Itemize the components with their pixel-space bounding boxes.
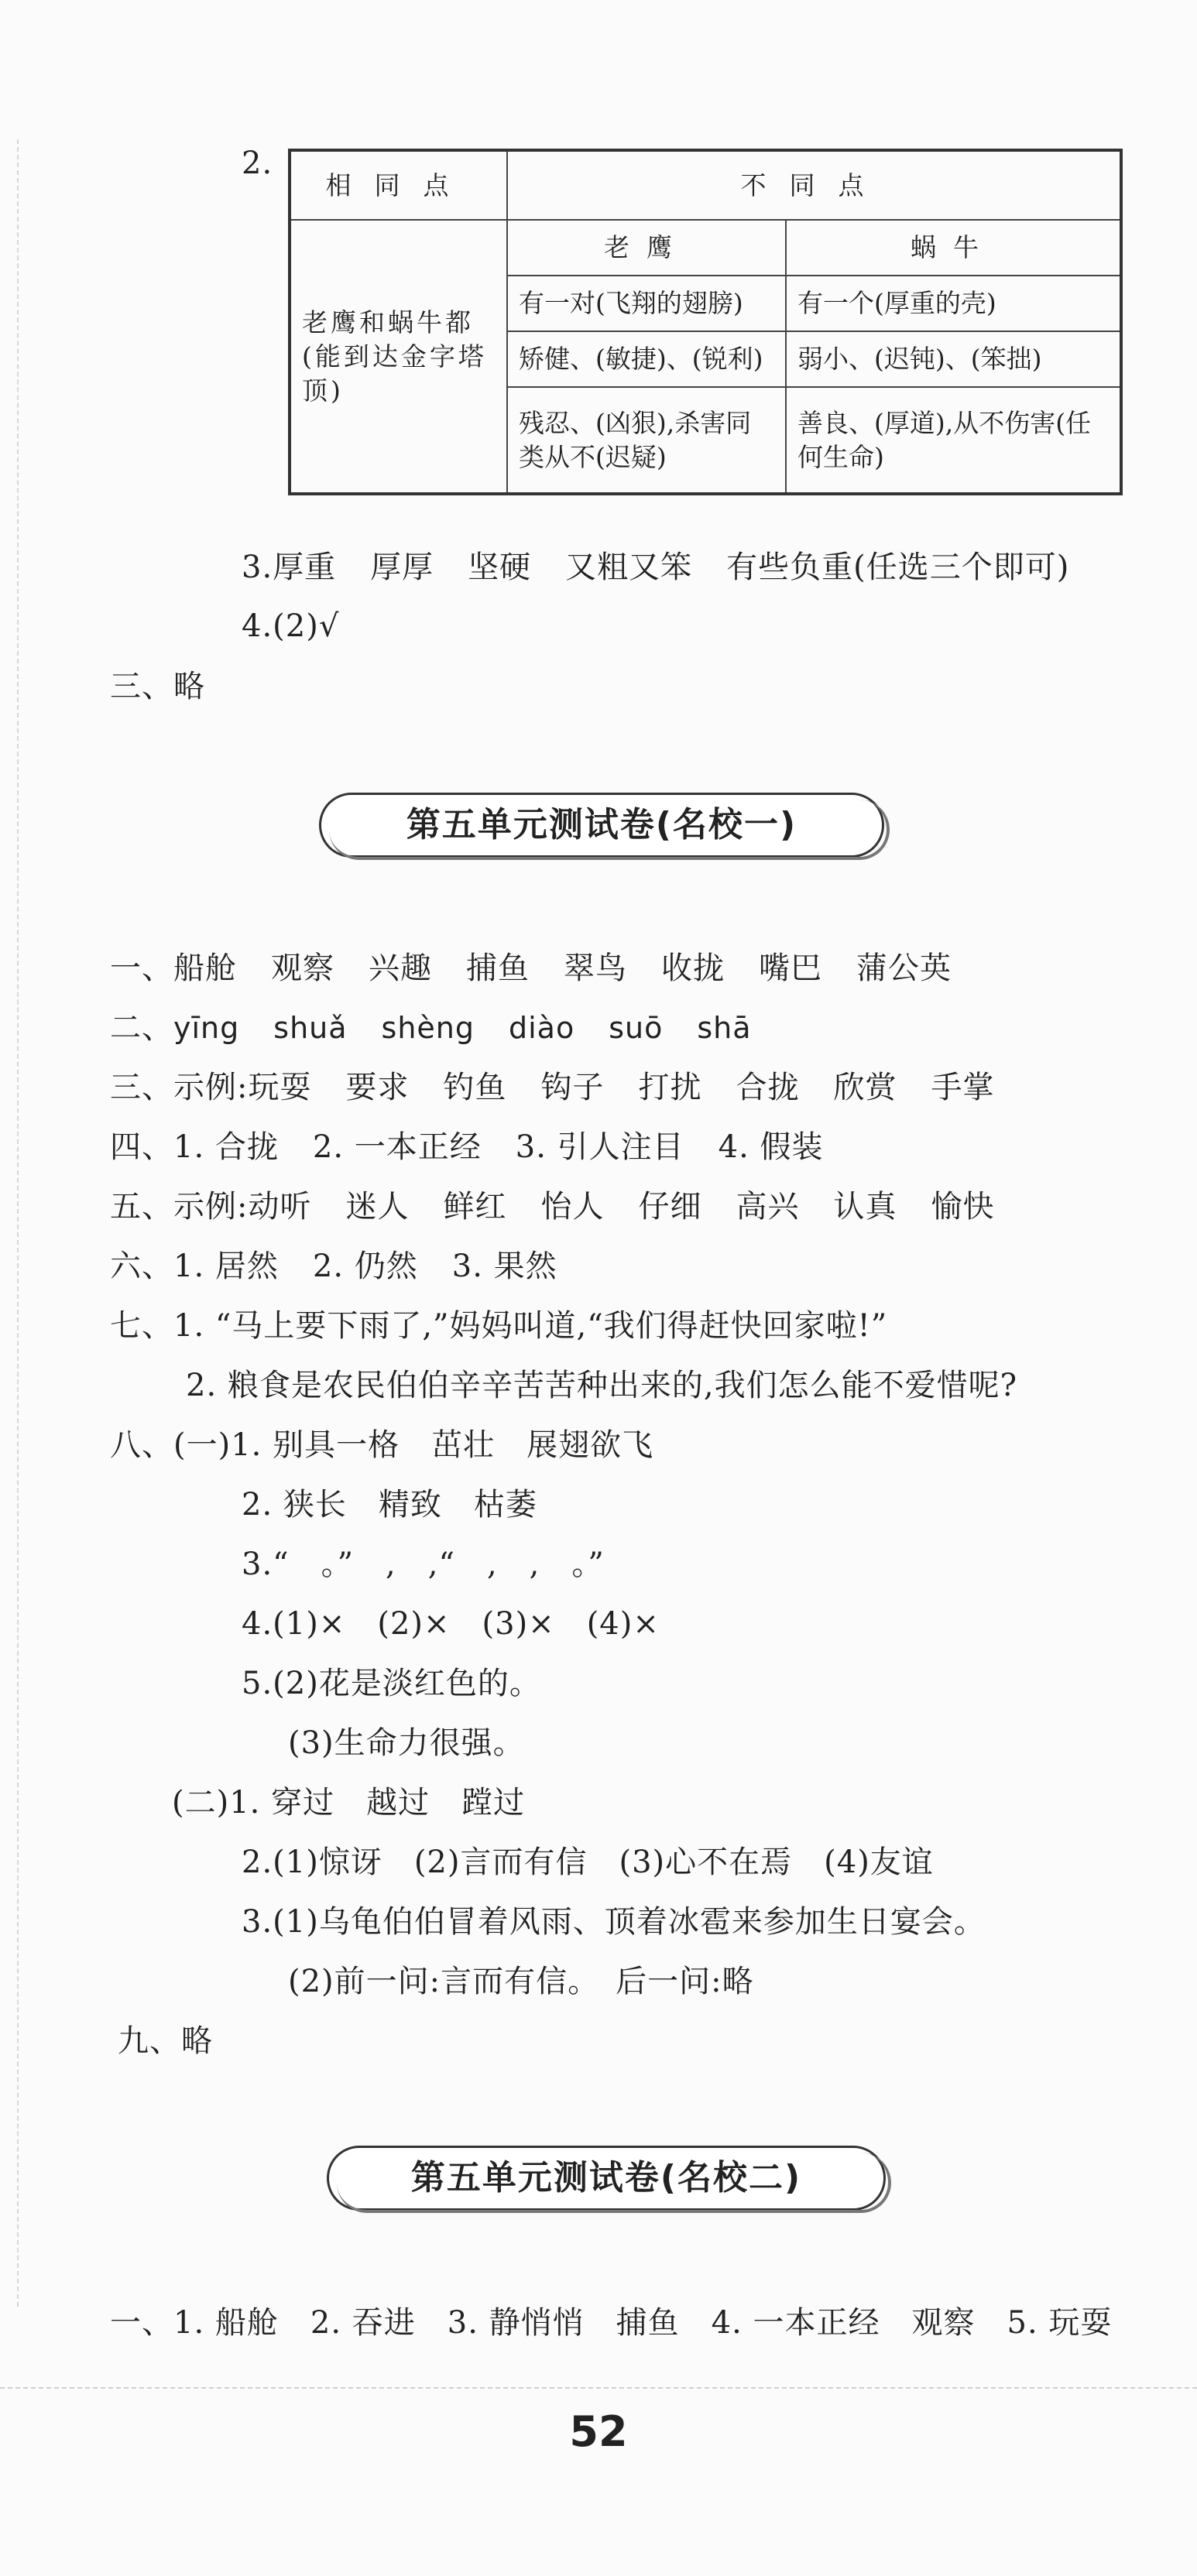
q3-label: 3. — [242, 550, 273, 585]
table-cell: 矫健、(敏捷)、(锐利) — [507, 331, 786, 387]
answer-line-8b-3b: (2)前一问:言而有信。 后一问:略 — [288, 1964, 754, 1999]
answer-line-1: 一、船舱 观察 兴趣 捕鱼 翠鸟 收拢 嘴巴 蒲公英 — [110, 951, 952, 986]
answer-line-8-4: 4.(1)× (2)× (3)× (4)× — [242, 1606, 660, 1642]
table-cell: 有一对(飞翔的翅膀) — [507, 276, 786, 331]
table-cell: 残忍、(凶狠),杀害同类从不(迟疑) — [507, 387, 786, 494]
q3-line — [242, 548, 1069, 587]
answer-line-3: 三、示例:玩耍 要求 钓鱼 钩子 打扰 合拢 欣赏 手掌 — [110, 1070, 995, 1105]
answer-line-8b-1: (二)1. 穿过 越过 蹚过 — [172, 1785, 526, 1821]
table-cell: 善良、(厚道),从不伤害(任何生命) — [786, 387, 1121, 494]
table-head-same: 相同点 — [290, 150, 507, 220]
answer-line-8b-2: 2.(1)惊讶 (2)言而有信 (3)心不在焉 (4)友谊 — [242, 1845, 934, 1880]
q4-line: 4.(2)√ — [242, 608, 340, 644]
q3-item: 坚硬 — [468, 550, 532, 585]
table-sub-eagle: 老鹰 — [507, 220, 786, 276]
answer-line-8-3: 3.“ 。” , ,“ , , 。” — [242, 1547, 605, 1582]
footer-divider — [0, 2387, 1197, 2389]
answer-line-6: 六、1. 居然 2. 仍然 3. 果然 — [110, 1249, 557, 1284]
section-title-unit5-school1: 第五单元测试卷(名校一) — [319, 793, 884, 858]
page-number: 52 — [569, 2407, 628, 2456]
section-3-line: 三、略 — [110, 669, 205, 704]
comparison-table — [288, 149, 1123, 495]
q3-item: 有些负重(任选三个即可) — [726, 550, 1070, 585]
q3-item: 厚重 — [273, 550, 337, 585]
section-title-unit5-school2: 第五单元测试卷(名校二) — [327, 2146, 886, 2211]
table-sub-snail: 蜗牛 — [786, 220, 1121, 276]
table-cell: 弱小、(迟钝)、(笨拙) — [786, 331, 1121, 387]
answer-line-8-1: 八、(一)1. 别具一格 茁壮 展翅欲飞 — [110, 1427, 654, 1463]
answer-line-4: 四、1. 合拢 2. 一本正经 3. 引人注目 4. 假装 — [110, 1129, 824, 1165]
q3-item: 厚厚 — [370, 550, 434, 585]
answer-line-2: 二、yīng shuǎ shèng diào suō shā — [110, 1010, 752, 1046]
answer-line-8b-3a: 3.(1)乌龟伯伯冒着风雨、顶着冰雹来参加生日宴会。 — [242, 1904, 986, 1940]
q2-number: 2. — [242, 146, 273, 181]
answer-line-8-5b: (3)生命力很强。 — [288, 1725, 525, 1761]
table-same-cell: 老鹰和蜗牛都(能到达金字塔顶) — [290, 220, 507, 494]
answer-line-8-2: 2. 狭长 精致 枯萎 — [242, 1487, 537, 1523]
answer-line-7b: 2. 粮食是农民伯伯辛辛苦苦种出来的,我们怎么能不爱惜呢? — [186, 1368, 1018, 1403]
section-9-line: 九、略 — [118, 2023, 213, 2059]
margin-guide — [17, 139, 19, 2307]
answer-line-5: 五、示例:动听 迷人 鲜红 怡人 仔细 高兴 认真 愉快 — [110, 1189, 995, 1225]
table-cell: 有一个(厚重的壳) — [786, 276, 1121, 331]
q3-item: 又粗又笨 — [565, 550, 693, 585]
table-head-diff: 不同点 — [507, 150, 1121, 220]
answer-line-7a: 七、1. “马上要下雨了,”妈妈叫道,“我们得赶快回家啦!” — [110, 1308, 888, 1344]
unit2-answer-line-1: 一、1. 船舱 2. 吞进 3. 静悄悄 捕鱼 4. 一本正经 观察 5. 玩耍 — [110, 2305, 1113, 2341]
answer-line-8-5a: 5.(2)花是淡红色的。 — [242, 1666, 541, 1701]
